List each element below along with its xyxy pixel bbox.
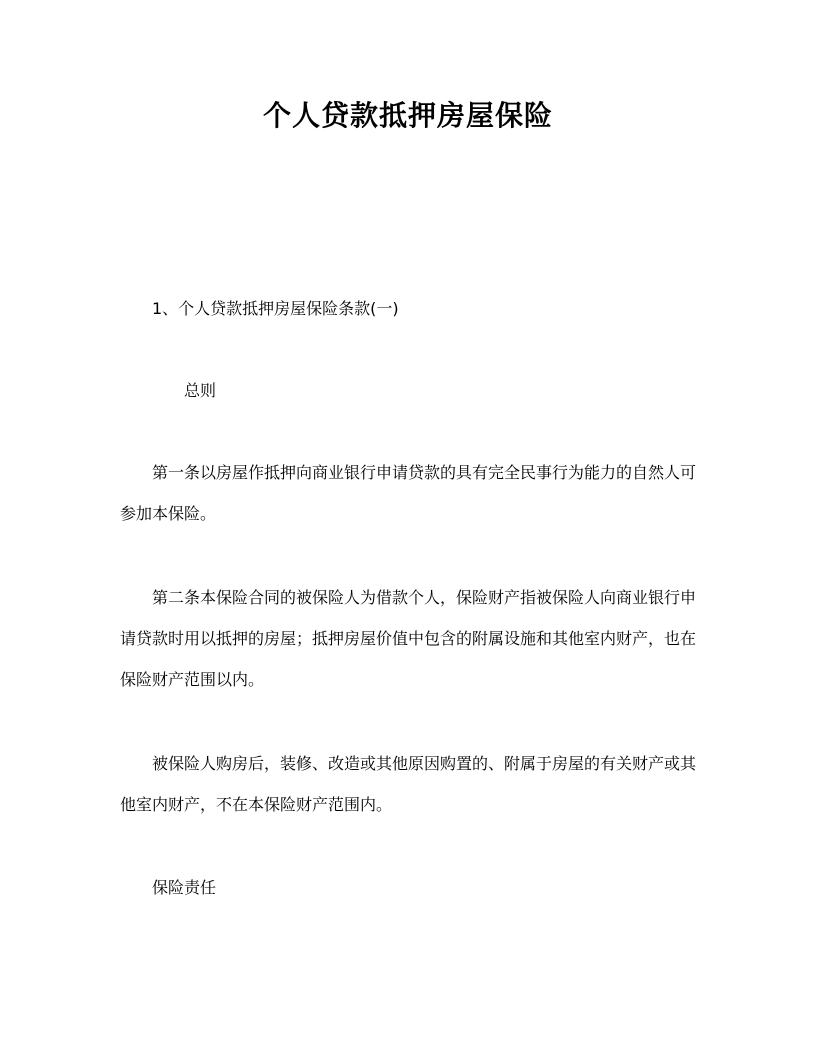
article-1-paragraph: 第一条以房屋作抵押向商业银行申请贷款的具有完全民事行为能力的自然人可参加本保险。 [120, 463, 697, 523]
document-title: 个人贷款抵押房屋保险 [262, 99, 553, 132]
article-2-note-paragraph: 被保险人购房后，装修、改造或其他原因购置的、附属于房屋的有关财产或其他室内财产，不在本保险财产范围内。 [120, 754, 697, 814]
article-2-paragraph: 第二条本保险合同的被保险人为借款个人，保险财产指被保险人向商业银行申请贷款时用以抵押的房屋；抵押房屋价值中包含的附属设施和其他室内财产，也在保险财产范围以内。 [120, 588, 697, 689]
liability-heading: 保险责任 [152, 878, 217, 897]
section-heading: 1、个人贷款抵押房屋保险条款(一) [152, 299, 399, 318]
general-heading: 总则 [184, 381, 217, 400]
